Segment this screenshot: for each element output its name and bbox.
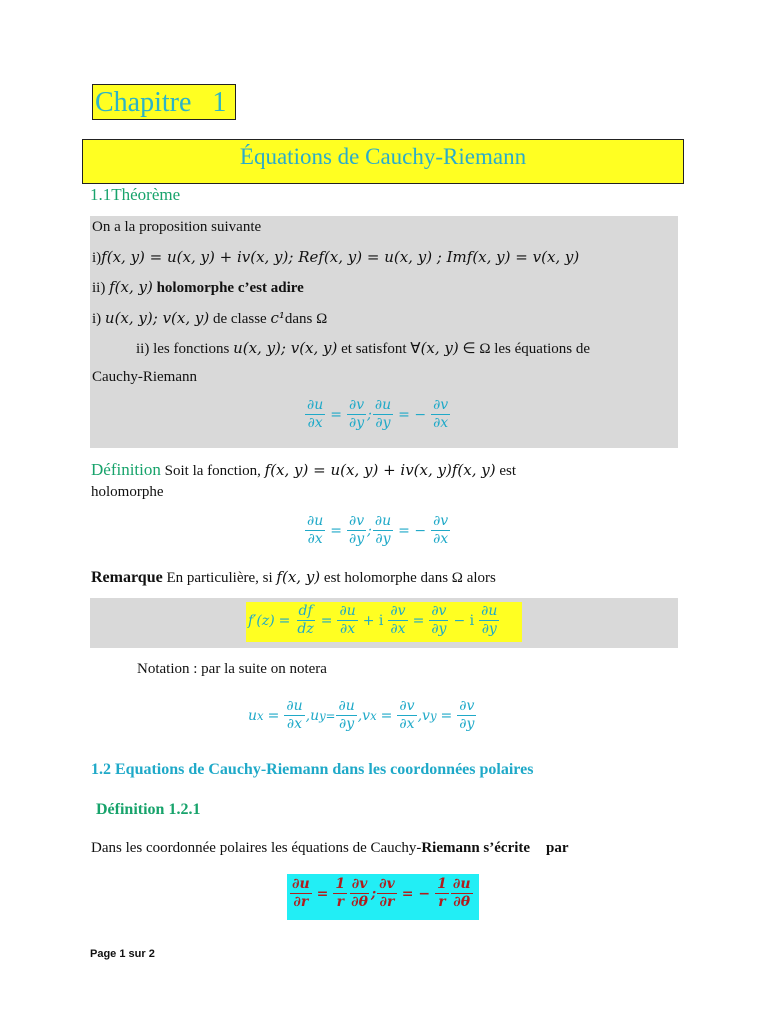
- theorem-line-4: ii) les fonctions u(x, y); v(x, y) et satisfont ∀(x, y) ∈ Ω les équations de: [136, 339, 591, 357]
- section-heading-theorem: 1.1Théorème: [90, 185, 181, 204]
- chapter-label: Chapitre 1: [95, 87, 227, 118]
- cauchy-riemann-equation-2: $\frac{\partial u}{\partial x}$ = $\frac{\partial v}{\partial y}$ ; $\frac{\partial u}{\partial y}$ = − $\frac{\partial v}{\partial x}$: [307, 513, 449, 547]
- derivative-equation: f′(z) = $\frac{df}{dz}$ = $\frac{\partial u}{\partial x}$ + i $\frac{\partial v}{\partial x}$ = $\frac{\partial v}{\partial y}$ − i $\frac{\partial u}{\partial y}$: [248, 603, 498, 637]
- theorem-line-1: i)f(x, y) = u(x, y) + iv(x, y); Ref(x, y) = u(x, y) ; Imf(x, y) = v(x, y): [92, 248, 580, 266]
- theorem-intro: On a la proposition suivante: [92, 219, 262, 235]
- definition-1-2-1-label: Définition 1.2.1: [96, 801, 201, 818]
- definition-line: Définition Soit la fonction, f(x, y) = u(x, y) + iv(x, y)f(x, y) est: [91, 460, 517, 479]
- definition-line-2: holomorphe: [91, 484, 164, 500]
- cauchy-riemann-equation-1: $\frac{\partial u}{\partial x}$ = $\frac{\partial v}{\partial y}$ ; $\frac{\partial u}{\partial y}$ = − $\frac{\partial v}{\partial x}$: [307, 397, 449, 431]
- notation-equation: u x = $\frac{\partial u}{\partial x}$ , u y= $\frac{\partial u}{\partial y}$ , v x = $\frac{\partial v}{\partial x}$ , v y = $\frac{\partial v}{\partial y}$: [248, 698, 475, 732]
- page-footer: Page 1 sur 2: [90, 948, 155, 960]
- chapter-box: [92, 84, 236, 120]
- polar-equation: $\frac{\partial u}{\partial r}$ = $\frac{1}{r}$ $\frac{\partial v}{\partial\theta}$ ; $\frac{\partial v}{\partial r}$ = − $\frac{1}{r}$ $\frac{\partial u}{\partial\theta}$: [292, 876, 471, 910]
- theorem-line-3: i) u(x, y); v(x, y) de classe c¹dans Ω: [92, 309, 328, 327]
- page-title: Équations de Cauchy-Riemann: [239, 144, 527, 169]
- title-box: [82, 139, 684, 184]
- notation-text: Notation : par la suite on notera: [137, 661, 327, 677]
- theorem-line-5: Cauchy-Riemann: [92, 369, 197, 385]
- polar-intro-line: Dans les coordonnée polaires les équations de Cauchy-Riemann s’écrite par: [91, 840, 569, 856]
- remarque-line: Remarque En particulière, si f(x, y) est holomorphe dans Ω alors: [91, 568, 496, 586]
- section-heading-polar: 1.2 Equations de Cauchy-Riemann dans les coordonnées polaires: [91, 761, 534, 778]
- theorem-line-2: ii) f(x, y) holomorphe c’est adire: [92, 278, 304, 296]
